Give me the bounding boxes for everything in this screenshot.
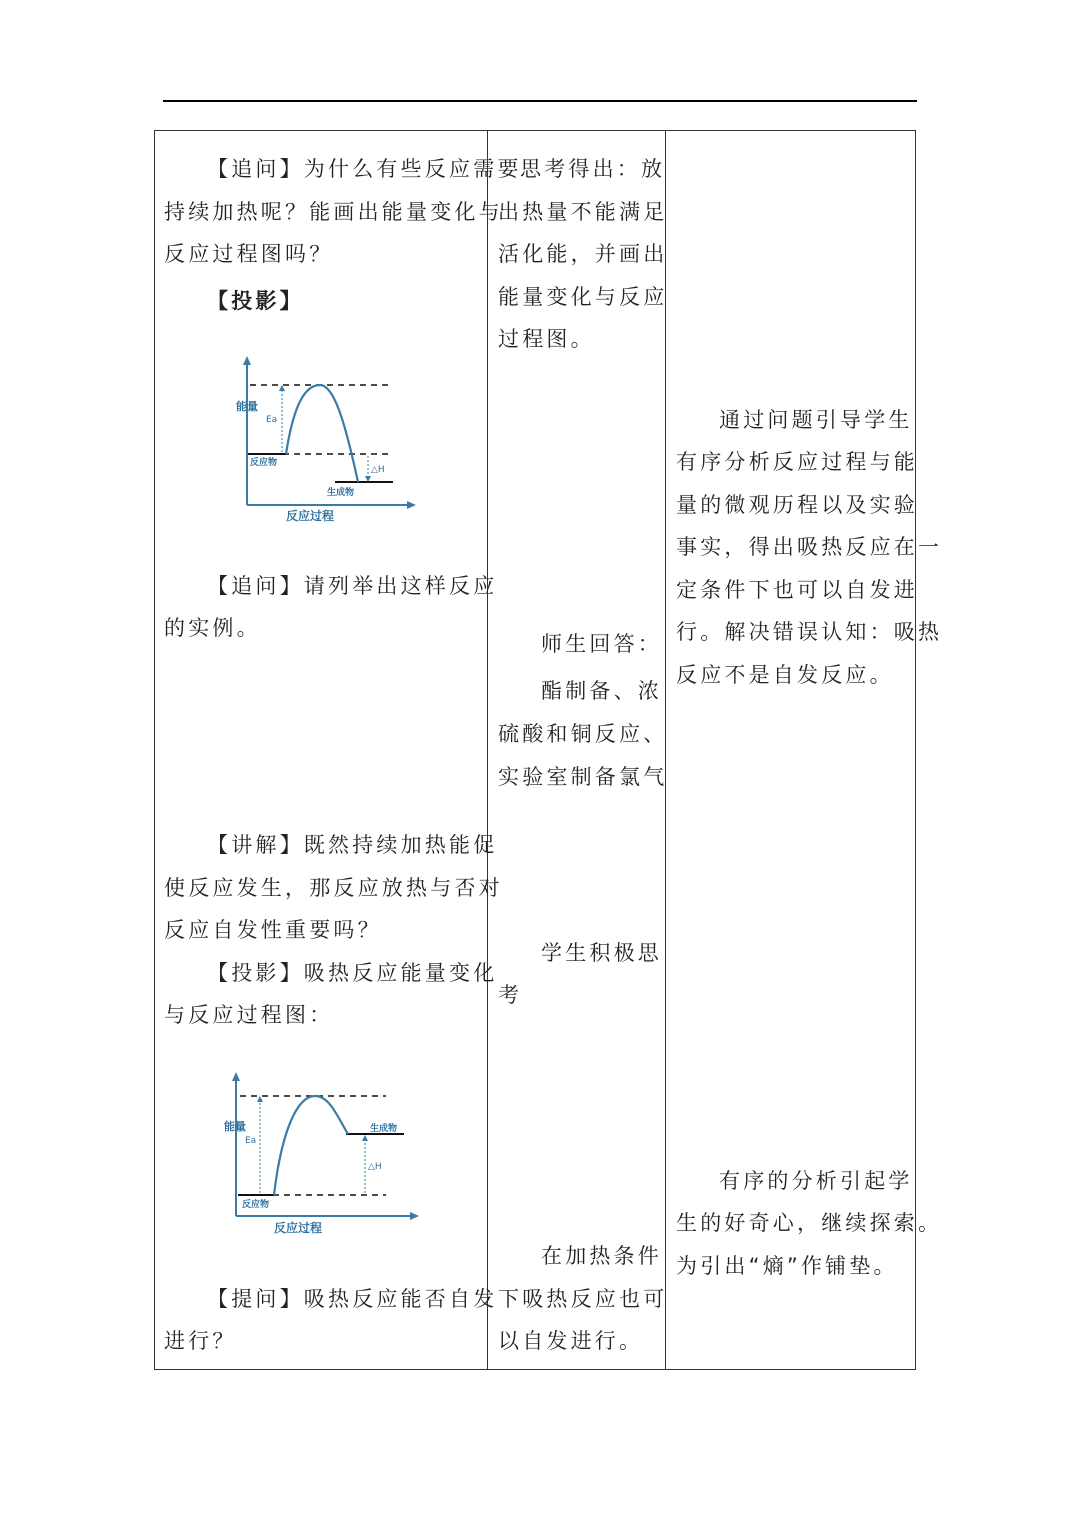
teacher-projection-2-line-2: 与反应过程图：	[164, 1003, 334, 1027]
intent-2-line-3: 为引出“熵”作铺垫。	[676, 1254, 898, 1278]
intent-1-line-2: 有序分析反应过程与能	[676, 450, 918, 474]
teacher-question-2-line-1: 【追问】请列举出这样反应	[207, 574, 498, 598]
student-answer-4-line-1: 在加热条件	[541, 1244, 662, 1268]
x-axis-label: 反应过程	[286, 509, 335, 523]
student-answer-1-line-1: 思考得出：放	[520, 157, 666, 181]
dh-arrow-head-icon	[362, 1135, 368, 1141]
teacher-question-2-line-2: 的实例。	[164, 616, 261, 640]
student-answer-2-line-1: 师生回答：	[541, 632, 662, 656]
intent-1-line-6: 行。解决错误认知：吸热	[676, 620, 943, 644]
student-answer-1-line-2: 出热量不能满足	[498, 200, 668, 224]
reaction-curve	[274, 1096, 348, 1195]
teacher-ask-line-2: 进行？	[164, 1329, 237, 1353]
x-axis-arrow-icon	[410, 1212, 419, 1220]
y-axis-label: 能量	[224, 1120, 246, 1133]
teacher-question-1-line-2: 持续加热呢？能画出能量变化与	[164, 200, 503, 224]
intent-2-line-2: 生的好奇心，继续探索。	[676, 1211, 943, 1235]
teacher-projection-2-line-1: 【投影】吸热反应能量变化	[207, 961, 498, 985]
x-axis-label: 反应过程	[274, 1221, 323, 1235]
student-answer-4-line-3: 以自发进行。	[498, 1329, 644, 1353]
ea-arrow-head-icon	[279, 385, 285, 391]
intent-1-line-1: 通过问题引导学生	[719, 408, 913, 432]
student-answer-1-line-3: 活化能，并画出	[498, 242, 668, 266]
column-divider-1	[487, 131, 488, 1369]
student-answer-3-line-1: 学生积极思	[541, 941, 662, 965]
reaction-curve	[286, 385, 358, 482]
header-rule	[163, 100, 917, 102]
student-answer-2-line-3: 硫酸和铜反应、	[498, 722, 668, 746]
student-answer-1-line-4: 能量变化与反应	[498, 285, 668, 309]
intent-1-line-7: 反应不是自发反应。	[676, 663, 894, 687]
intent-1-line-5: 定条件下也可以自发进	[676, 578, 918, 602]
y-axis-arrow-icon	[232, 1072, 240, 1081]
reactant-label: 反应物	[242, 1200, 270, 1210]
product-label: 生成物	[327, 488, 355, 498]
teacher-explanation-line-3: 反应自发性重要吗？	[164, 918, 382, 942]
intent-2-line-1: 有序的分析引起学	[719, 1169, 913, 1193]
exothermic-energy-diagram	[230, 352, 430, 527]
teacher-question-1-line-3: 反应过程图吗？	[164, 242, 334, 266]
y-axis-label: 能量	[236, 400, 258, 413]
dh-label: △H	[368, 1162, 382, 1172]
teacher-ask-line-1: 【提问】吸热反应能否自发	[207, 1287, 498, 1311]
reactant-label: 反应物	[250, 458, 278, 468]
ea-arrow-head-icon	[257, 1096, 263, 1102]
intent-1-line-3: 量的微观历程以及实验	[676, 493, 918, 517]
projection-label: 【投影】	[207, 289, 304, 313]
student-answer-2-line-2: 酯制备、浓	[541, 679, 662, 703]
student-answer-1-line-5: 过程图。	[498, 327, 595, 351]
student-answer-4-line-2: 下吸热反应也可	[498, 1287, 668, 1311]
dh-label: △H	[371, 465, 385, 475]
x-axis-arrow-icon	[407, 501, 416, 509]
ea-label: Ea	[266, 415, 278, 425]
teacher-question-1-line-1: 【追问】为什么有些反应需要	[207, 157, 522, 181]
teacher-explanation-line-2: 使反应发生，那反应放热与否对	[164, 876, 503, 900]
y-axis-arrow-icon	[243, 356, 251, 365]
teacher-explanation-line-1: 【讲解】既然持续加热能促	[207, 833, 498, 857]
student-answer-2-line-4: 实验室制备氯气	[498, 765, 668, 789]
intent-1-line-4: 事实，得出吸热反应在一	[676, 535, 943, 559]
endothermic-energy-diagram	[218, 1068, 428, 1240]
ea-label: Ea	[245, 1136, 257, 1146]
student-answer-3-line-2: 考	[498, 983, 523, 1007]
product-label: 生成物	[370, 1124, 398, 1134]
